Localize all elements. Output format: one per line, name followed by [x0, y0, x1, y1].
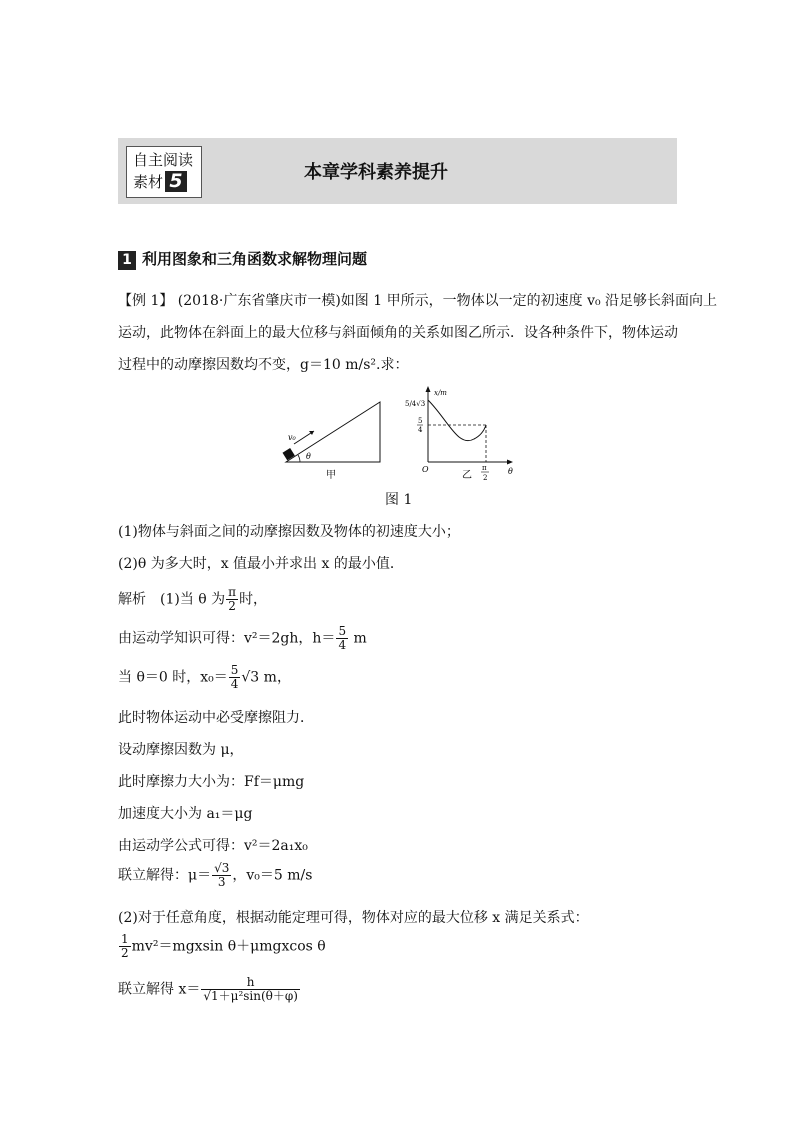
- figure-svg: [278, 386, 528, 484]
- y-tick-top: 5/4√3: [405, 400, 426, 408]
- reading-material-badge: [126, 146, 202, 198]
- x-axis-label: θ: [508, 467, 513, 476]
- solution-line-3: 当 θ＝0 时，x₀＝ $\frac{5}{4}$ √3 m，: [118, 663, 291, 691]
- solution-line-6: 此时摩擦力大小为：Ff＝μmg: [118, 774, 305, 790]
- y-axis-arrow: [426, 386, 431, 392]
- x-axis-arrow: [507, 460, 513, 465]
- fraction: $\frac{√3}{3}$: [214, 861, 230, 889]
- jia-label: 甲: [326, 470, 336, 481]
- incline-triangle: [286, 402, 380, 462]
- yi-label: 乙: [462, 470, 472, 481]
- angle-arc: [298, 455, 300, 462]
- figure-1: [278, 386, 528, 488]
- fraction: $\frac{5}{4}$: [230, 663, 239, 691]
- y-tick-mid-num: 5: [418, 417, 423, 425]
- origin-label: O: [422, 465, 429, 474]
- chapter-title: 本章学科素养提升: [304, 162, 448, 183]
- question-1: (1)物体与斜面之间的动摩擦因数及物体的初速度大小；: [118, 524, 460, 540]
- solution-line-4: 此时物体运动中必受摩擦阻力．: [118, 710, 314, 726]
- question-2: (2)θ 为多大时，x 值最小并求出 x 的最小值．: [118, 556, 404, 572]
- solution-line-5: 设动摩擦因数为 μ，: [118, 742, 244, 758]
- y-axis-label: x/m: [434, 389, 447, 397]
- header-banner: [118, 138, 677, 204]
- section-heading: [118, 248, 367, 270]
- v0-label: v₀: [288, 433, 296, 442]
- figure-caption: 图 1: [385, 492, 413, 508]
- fraction: $\frac{1}{2}$: [121, 932, 129, 960]
- solution-line-12: 联立解得 x＝ $\frac{h}{\text{√1＋μ²sin(θ＋φ)}}$: [118, 975, 298, 1003]
- velocity-arrowhead: [309, 431, 314, 435]
- block: [282, 448, 294, 460]
- solution-line-2: 由运动学知识可得：v²＝2gh，h＝ $\frac{5}{4}$ m: [118, 624, 367, 652]
- badge-line1: 自主阅读: [133, 151, 194, 169]
- problem-line-2: 运动，此物体在斜面上的最大位移与斜面倾角的关系如图乙所示．设各种条件下，物体运动: [118, 325, 678, 341]
- solution-line-8: 由运动学公式可得：v²＝2a₁x₀: [118, 838, 308, 854]
- solution-line-10: (2)对于任意角度，根据动能定理可得，物体对应的最大位移 x 满足关系式：: [118, 910, 589, 926]
- solution-line-7: 加速度大小为 a₁＝μg: [118, 806, 253, 822]
- y-tick-mid-den: 4: [418, 426, 423, 434]
- badge-line2: 素材: [133, 173, 164, 191]
- section-title: 利用图象和三角函数求解物理问题: [142, 250, 368, 268]
- theta-label: θ: [306, 452, 311, 461]
- fraction: $\frac{h}{\text{√1＋μ²sin(θ＋φ)}}$: [203, 975, 298, 1003]
- x-tick-2: 2: [483, 474, 488, 482]
- fraction: $\frac{\pi}{2}$: [228, 585, 237, 613]
- badge-number: 5: [165, 171, 187, 192]
- x-tick-pi: π: [482, 464, 487, 472]
- solution-line-1: 解析 (1)当 θ 为 $\frac{\pi}{2}$ 时，: [118, 585, 268, 613]
- fraction: $\frac{5}{4}$: [338, 624, 347, 652]
- solution-line-11: $\frac{1}{2}$ mv²＝mgxsin θ＋μmgxcos θ: [121, 932, 326, 960]
- solution-line-9: 联立解得：μ＝ $\frac{√3}{3}$ ，v₀＝5 m/s: [118, 861, 313, 889]
- problem-line-3: 过程中的动摩擦因数均不变，g＝10 m/s².求：: [118, 357, 409, 373]
- section-number: 1: [118, 251, 136, 270]
- problem-line-1: 【例 1】 (2018·广东省肇庆市一模)如图 1 甲所示，一物体以一定的初速度 v₀ 沿足够长斜面向上: [118, 293, 718, 309]
- x-theta-curve: [428, 400, 486, 441]
